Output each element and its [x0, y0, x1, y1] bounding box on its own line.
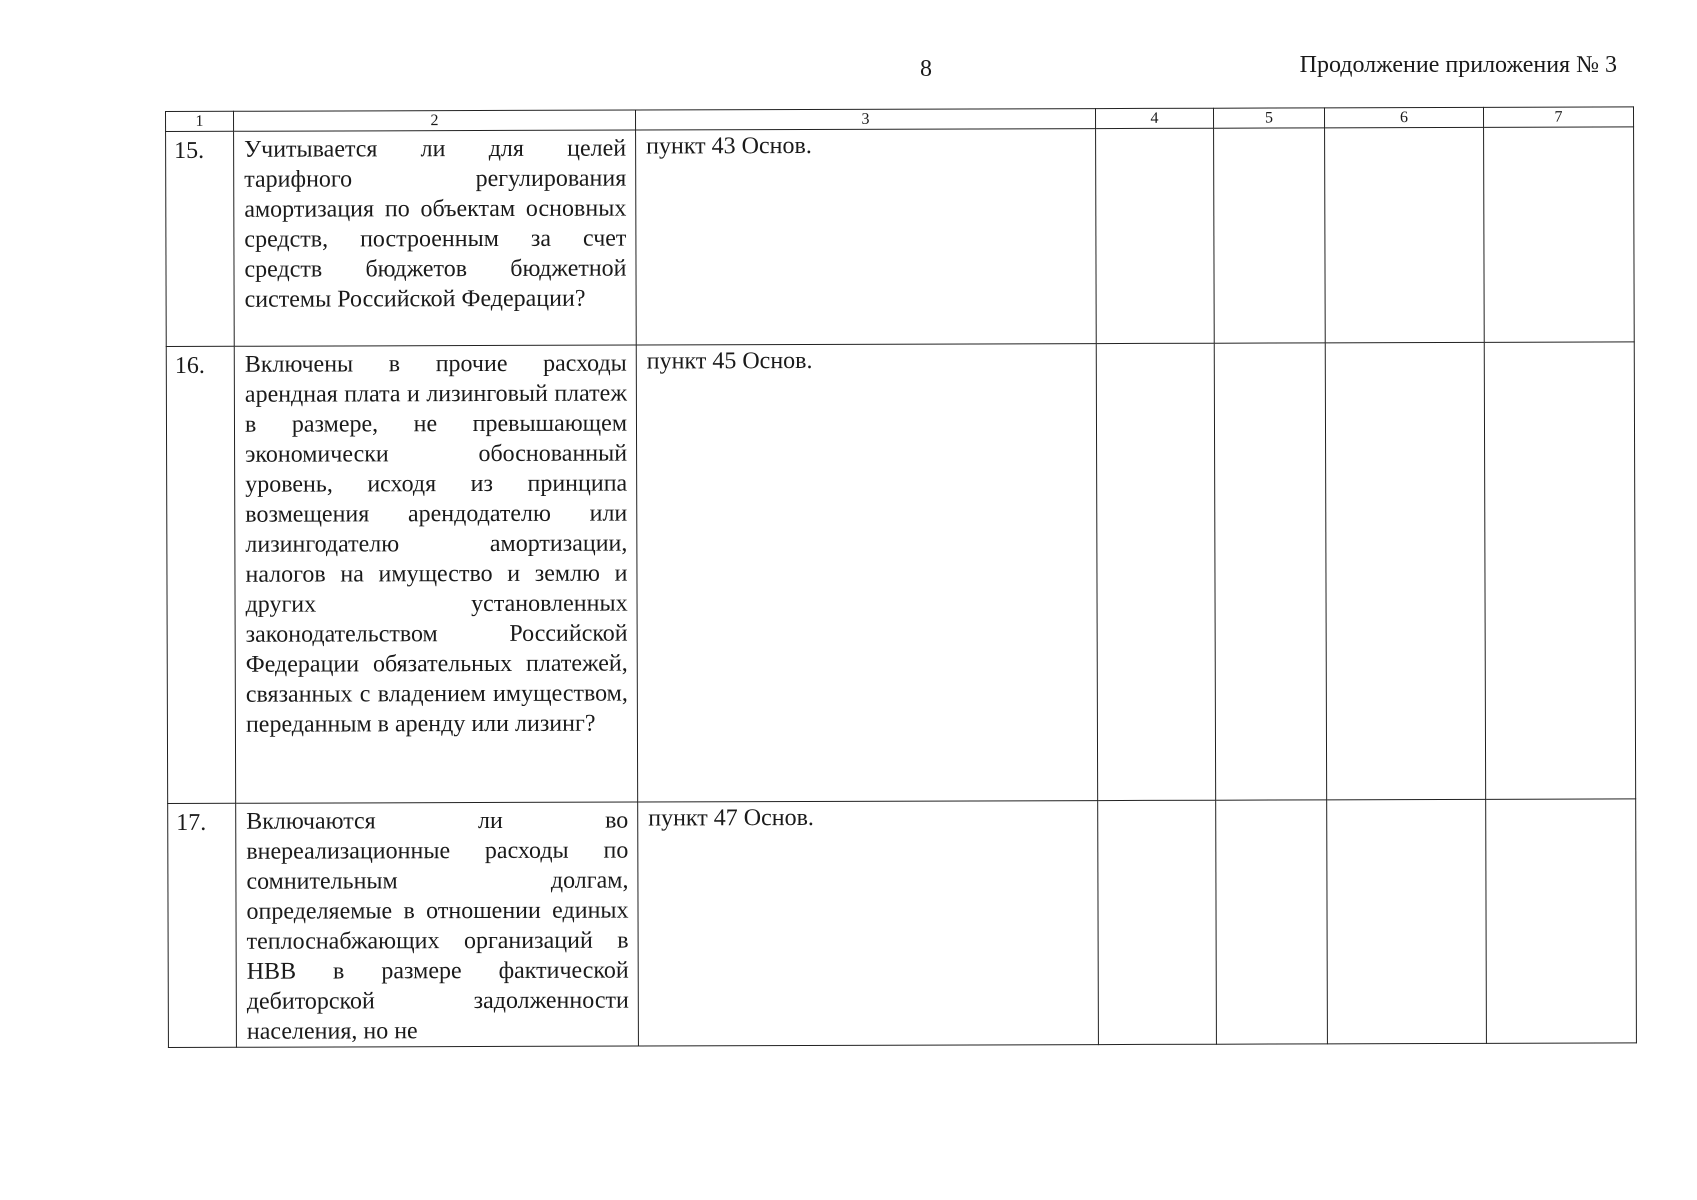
row-number: 16. [166, 346, 235, 803]
question-text: Включаются ли во внереализационные расходы по сомнительным долгам, определяемые в отношении единых теплоснабжающих организаций в НВВ в размере фактической дебиторской задолженности населения, но не [236, 802, 639, 1047]
column-number: 6 [1324, 107, 1483, 127]
page-number: 8 [920, 56, 932, 82]
checklist-table [165, 106, 1637, 1048]
empty-cell [1486, 799, 1637, 1043]
empty-cell [1216, 800, 1328, 1044]
column-number: 1 [166, 111, 234, 131]
empty-cell [1096, 128, 1215, 343]
row-number: 17. [168, 803, 237, 1047]
table-row [166, 127, 1635, 347]
column-number: 5 [1213, 108, 1324, 128]
legal-reference: пункт 43 Основ. [636, 129, 1097, 345]
empty-cell [1484, 342, 1635, 799]
question-text: Учитывается ли для целей тарифного регулирования амортизация по объектам основных средств, построенным за счет средств бюджетов бюджетной системы Российской Федерации? [234, 130, 637, 346]
empty-cell [1484, 127, 1635, 342]
empty-cell [1325, 342, 1485, 799]
empty-cell [1325, 127, 1485, 342]
row-number: 15. [166, 131, 235, 346]
legal-reference: пункт 47 Основ. [638, 801, 1099, 1046]
appendix-continuation-label: Продолжение приложения № 3 [1299, 52, 1617, 78]
column-number: 4 [1095, 108, 1213, 128]
column-number: 2 [234, 110, 636, 131]
column-number: 7 [1483, 107, 1633, 127]
table-row [166, 342, 1635, 804]
empty-cell [1214, 128, 1326, 343]
column-number: 3 [635, 109, 1095, 130]
empty-cell [1096, 343, 1215, 800]
legal-reference: пункт 45 Основ. [636, 344, 1097, 802]
table-row [168, 799, 1637, 1048]
question-text: Включены в прочие расходы арендная плата и лизинговый платеж в размере, не превышающем экономически обоснованный уровень, исходя из принципа возмещения арендодателю или лизингодателю амортизации, налогов на имущество и землю и других установленных законодательством Российской Федерации обязательных платежей, связанных с владением имуществом, переданным в аренду или лизинг? [234, 345, 637, 803]
empty-cell [1327, 799, 1487, 1043]
empty-cell [1098, 800, 1217, 1044]
empty-cell [1214, 343, 1326, 800]
